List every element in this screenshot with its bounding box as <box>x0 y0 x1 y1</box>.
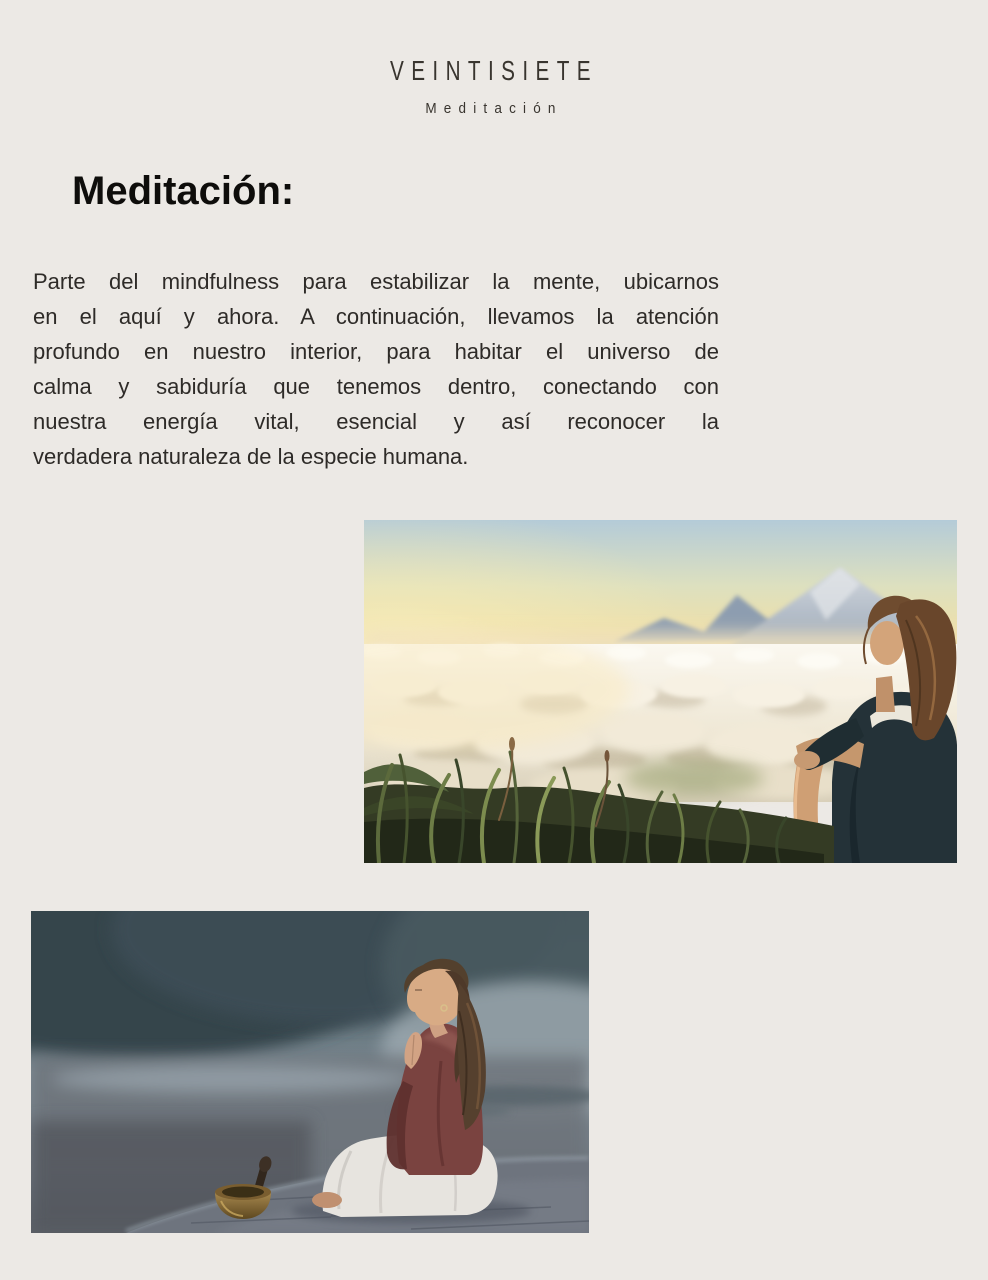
paragraph-line: profundo en nuestro interior, para habitar el universo de <box>33 339 719 364</box>
brand-logo-text: VEINTISIETE <box>389 55 599 86</box>
photo-sunrise-above-clouds <box>364 520 957 863</box>
paragraph-line: verdadera naturaleza de la especie humana. <box>33 444 469 469</box>
paragraph-line: calma y sabiduría que tenemos dentro, conectando con <box>33 374 719 399</box>
brand-tagline: Meditación <box>425 100 563 117</box>
photo-meditation-by-river <box>31 911 589 1233</box>
paragraph-line: en el aquí y ahora. A continuación, llevamos la atención <box>33 304 719 329</box>
foot <box>312 1192 342 1208</box>
valley-gap <box>624 760 764 796</box>
intro-paragraph <box>33 264 719 474</box>
page-title: Meditación: <box>72 169 295 213</box>
paragraph-line: nuestra energía vital, esencial y así reconocer la <box>33 409 719 434</box>
paragraph-line: Parte del mindfulness para estabilizar la mente, ubicarnos <box>33 269 719 294</box>
